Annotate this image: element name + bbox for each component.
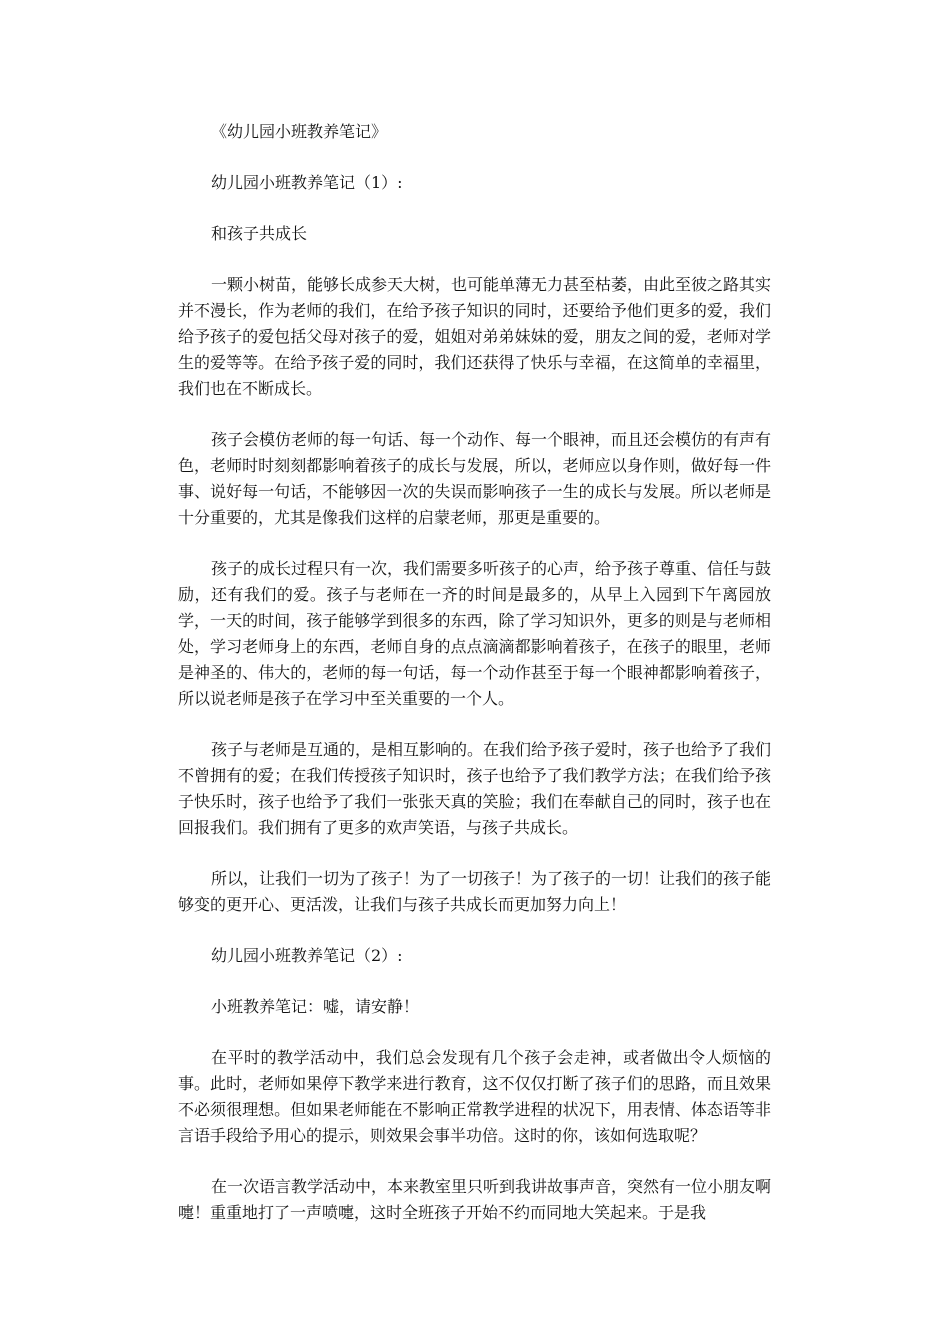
section-1-heading: 幼儿园小班教养笔记（1）:: [211, 173, 403, 192]
paragraph: 孩子与老师是互通的，是相互影响的。在我们给予孩子爱时，孩子也给予了我们不曾拥有的爱；在我们传授孩子知识时，孩子也给予了我们教学方法；在我们给予孩子快乐时，孩子也给予了我们一张张天真的笑脸；我们在奉献自己的同时，孩子也在回报我们。我们拥有了更多的欢声笑语，与孩子共成长。: [178, 740, 772, 837]
paragraph: 孩子的成长过程只有一次，我们需要多听孩子的心声，给予孩子尊重、信任与鼓励，还有我们的爱。孩子与老师在一齐的时间是最多的，从早上入园到下午离园放学，一天的时间，孩子能够学到很多的东西，除了学习知识外，更多的则是与老师相处，学习老师身上的东西，老师自身的点点滴滴都影响着孩子，在孩子的眼里，老师是神圣的、伟大的，老师的每一句话，每一个动作甚至于每一个眼神都影响着孩子，所以说老师是孩子在学习中至关重要的一个人。: [178, 559, 772, 708]
section-2-heading: 幼儿园小班教养笔记（2）:: [211, 946, 403, 965]
paragraph: 所以，让我们一切为了孩子！为了一切孩子！为了孩子的一切！让我们的孩子能够变的更开心、更活泼，让我们与孩子共成长而更加努力向上！: [178, 869, 772, 914]
paragraph: 在平时的教学活动中，我们总会发现有几个孩子会走神，或者做出令人烦恼的事。此时，老师如果停下教学来进行教育，这不仅仅打断了孩子们的思路，而且效果不必须很理想。但如果老师能在不影响正常教学进程的状况下，用表情、体态语等非言语手段给予用心的提示，则效果会事半功倍。这时的你，该如何选取呢？: [178, 1048, 771, 1145]
paragraph: 在一次语言教学活动中，本来教室里只听到我讲故事声音，突然有一位小朋友啊嚏！重重地打了一声喷嚏，这时全班孩子开始不约而同地大笑起来。于是我: [178, 1177, 772, 1222]
paragraph: 一颗小树苗，能够长成参天大树，也可能单薄无力甚至枯萎，由此至彼之路其实并不漫长，作为老师的我们，在给予孩子知识的同时，还要给予他们更多的爱，我们给予孩子的爱包括父母对孩子的爱，姐姐对弟弟妹妹的爱，朋友之间的爱，老师对学生的爱等等。在给予孩子爱的同时，我们还获得了快乐与幸福，在这简单的幸福里，我们也在不断成长。: [178, 275, 772, 398]
section-2-subtitle: 小班教养笔记：嘘，请安静！: [211, 997, 420, 1016]
document-title: 《幼儿园小班教养笔记》: [211, 122, 388, 141]
section-1-subtitle: 和孩子共成长: [211, 224, 308, 243]
document-body: [178, 119, 771, 1226]
paragraph: 孩子会模仿老师的每一句话、每一个动作、每一个眼神，而且还会模仿的有声有色，老师时时刻刻都影响着孩子的成长与发展，所以，老师应以身作则，做好每一件事、说好每一句话，不能够因一次的失误而影响孩子一生的成长与发展。所以老师是十分重要的，尤其是像我们这样的启蒙老师，那更是重要的。: [178, 430, 772, 527]
